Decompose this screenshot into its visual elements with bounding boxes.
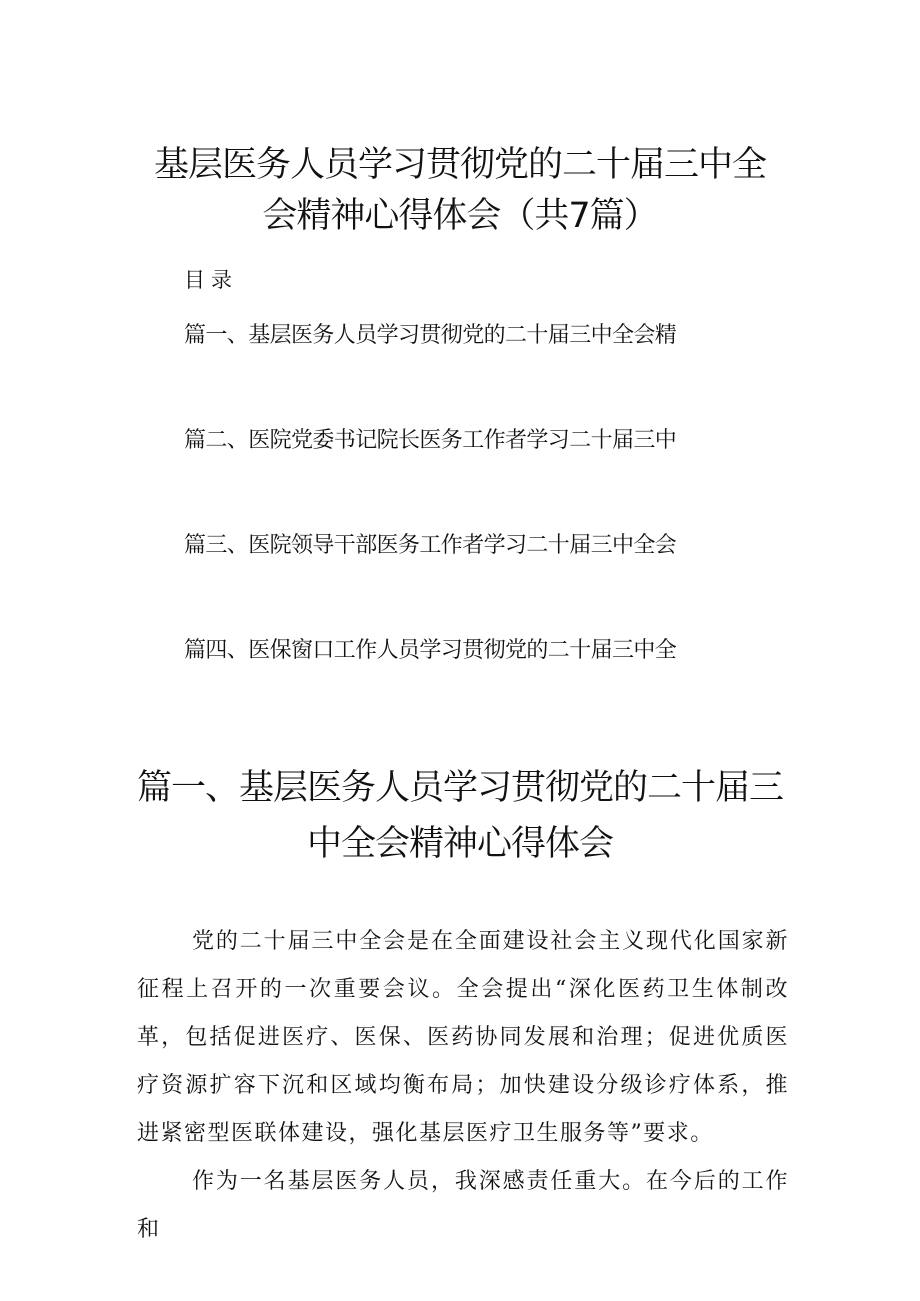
document-title-line-1: 基层医务人员学习贯彻党的二十届三中全 [153,145,766,185]
document-title [120,140,800,242]
document-title-line-2: 会精神心得体会（共7篇） [262,196,658,236]
section-title [100,760,820,872]
body-paragraph-2: 作为一名基层医务人员，我深感责任重大。在今后的工作和 [137,1169,789,1242]
section-title-line-2: 中全会精神心得体会 [306,824,613,864]
body-text [137,918,789,1254]
body-paragraph-1: 党的二十届三中全会是在全面建设社会主义现代化国家新征程上召开的一次重要会议。全会提出“深化医药卫生体制改革，包括促进医疗、医保、医药协同发展和治理；促进优质医疗资源扩容下沉和区域均衡布局；加快建设分级诊疗体系，推进紧密型医联体建设，强化基层医疗卫生服务等”要求。 [137,929,789,1146]
toc-heading: 目录 [184,268,238,292]
toc-item-2[interactable]: 篇二、医院党委书记院长医务工作者学习二十届三中 [184,428,677,453]
section-title-line-1: 篇一、基层医务人员学习贯彻党的二十届三 [136,768,783,808]
toc-item-3[interactable]: 篇三、医院领导干部医务工作者学习二十届三中全会 [184,533,677,558]
toc-item-4[interactable]: 篇四、医保窗口工作人员学习贯彻党的二十届三中全 [184,638,677,663]
toc-item-1[interactable]: 篇一、基层医务人员学习贯彻党的二十届三中全会精 [184,323,677,348]
table-of-contents [184,320,676,740]
